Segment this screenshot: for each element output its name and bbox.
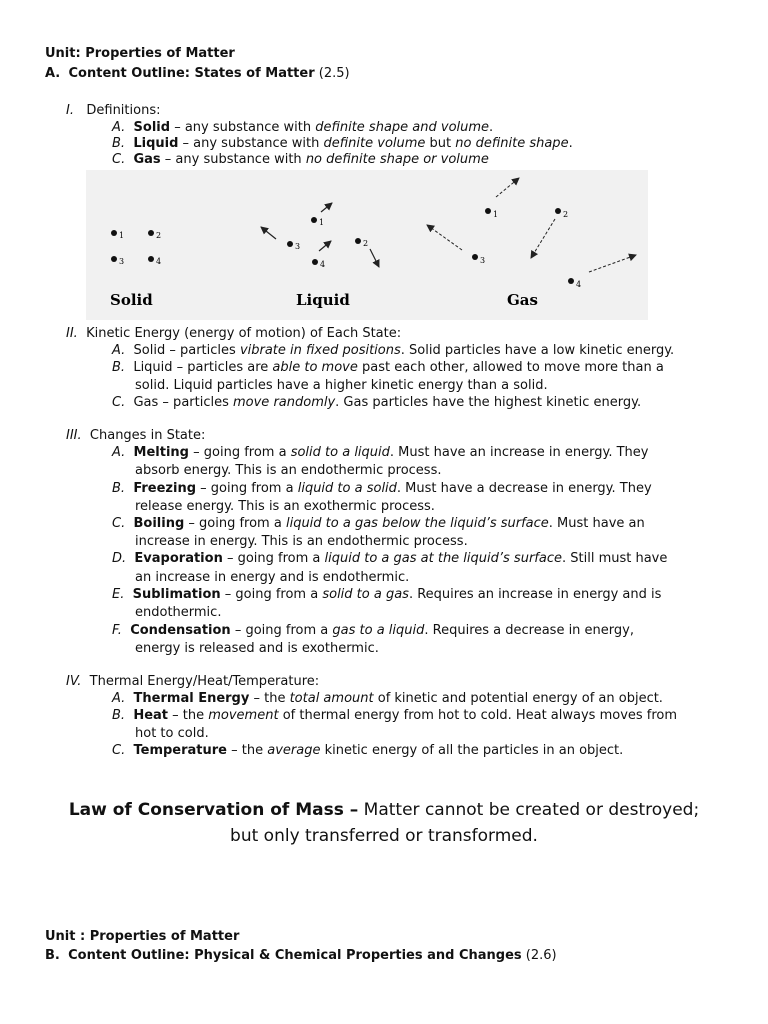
term: Melting <box>133 445 189 460</box>
text: – any substance with <box>170 120 316 135</box>
term: Sublimation <box>132 587 221 602</box>
particle-number: 3 <box>295 242 301 251</box>
section-title: Kinetic Energy (energy of motion) of Each State: <box>86 326 402 341</box>
text: of kinetic and potential energy of an object. <box>373 691 663 706</box>
outline-letter: A. <box>45 66 61 81</box>
gas-label: Gas <box>507 291 538 309</box>
term: Heat <box>133 708 169 723</box>
emphasis: definite volume <box>323 136 426 151</box>
emphasis: liquid to a gas at the liquid’s surface <box>324 551 562 566</box>
text: . Requires an increase in energy and is <box>408 587 662 602</box>
particle-number: 4 <box>156 257 162 266</box>
section-title: Thermal Energy/Heat/Temperature: <box>89 674 320 689</box>
term: Freezing <box>133 481 197 496</box>
change-evaporation-cont: an increase in energy and is endothermic. <box>135 570 410 585</box>
particle <box>148 256 154 262</box>
law-statement-line1 <box>0 798 768 822</box>
term: Thermal Energy <box>133 691 250 706</box>
particle <box>312 259 318 265</box>
particle <box>111 256 117 262</box>
particle-number: 4 <box>576 280 582 289</box>
particle <box>472 254 478 260</box>
law-statement-line2: but only transferred or transformed. <box>230 826 538 846</box>
text: but <box>425 136 456 151</box>
text: of thermal energy from hot to cold. Heat always moves from <box>278 708 678 723</box>
definition-solid <box>112 120 493 136</box>
text: . <box>489 120 494 135</box>
particle <box>355 238 361 244</box>
outline-heading-a <box>45 66 350 82</box>
section-title: Changes in State: <box>89 428 206 443</box>
unit-title: Unit: Properties of Matter <box>45 46 235 61</box>
solid-label: Solid <box>110 291 153 309</box>
section-numeral: II. <box>66 326 78 341</box>
text: – any substance with <box>160 152 306 167</box>
outline-label: Content Outline: States of Matter <box>68 66 315 81</box>
section-title: Definitions: <box>86 103 161 118</box>
change-sublimation-cont: endothermic. <box>135 605 222 620</box>
text: . Solid particles have a low kinetic energy. <box>400 343 675 358</box>
law-term: Law of Conservation of Mass – <box>68 800 359 820</box>
change-boiling-cont: increase in energy. This is an endothermic process. <box>135 534 468 549</box>
outline-letter: B. <box>45 948 60 963</box>
particle <box>555 208 561 214</box>
section-numeral: IV. <box>66 674 82 689</box>
heat-def-cont: hot to cold. <box>135 726 209 741</box>
change-freezing-cont: release energy. This is an exothermic process. <box>135 499 435 514</box>
text: – going from a <box>230 623 333 638</box>
term: Condensation <box>130 623 231 638</box>
text: past each other, allowed to move more than a <box>357 360 664 375</box>
text: – going from a <box>220 587 323 602</box>
term: Temperature <box>133 743 227 758</box>
text: – the <box>249 691 290 706</box>
text: – any substance with <box>178 136 324 151</box>
particle-number: 1 <box>319 218 325 227</box>
item-marker: A. <box>112 120 126 135</box>
particle <box>287 241 293 247</box>
kinetic-liquid <box>112 360 664 376</box>
emphasis: total amount <box>289 691 374 706</box>
section-changes-heading <box>66 428 205 444</box>
outline-label: Content Outline: Physical & Chemical Properties and Changes <box>68 948 522 963</box>
item-marker: C. <box>112 516 126 531</box>
item-marker: A. <box>112 691 126 706</box>
item-marker: A. <box>112 343 126 358</box>
change-condensation <box>112 623 634 639</box>
outline-code: (2.6) <box>525 948 557 963</box>
definition-liquid <box>112 136 573 152</box>
item-marker: D. <box>112 551 127 566</box>
term: Gas <box>133 152 161 167</box>
change-melting-cont: absorb energy. This is an endothermic process. <box>135 463 442 478</box>
term: Evaporation <box>134 551 223 566</box>
unit-title-2: Unit : Properties of Matter <box>45 929 240 944</box>
text: Solid – particles <box>133 343 240 358</box>
change-condensation-cont: energy is released and is exothermic. <box>135 641 379 656</box>
item-marker: B. <box>112 360 126 375</box>
text: . Still must have <box>561 551 668 566</box>
item-marker: C. <box>112 152 126 167</box>
particle-number: 2 <box>363 239 369 248</box>
section-numeral: I. <box>66 103 74 118</box>
section-definitions-heading <box>66 103 160 119</box>
particle <box>568 278 574 284</box>
text: Liquid – particles are <box>133 360 273 375</box>
kinetic-solid <box>112 343 674 359</box>
change-sublimation <box>112 587 661 603</box>
definition-gas <box>112 152 489 168</box>
item-marker: E. <box>112 587 125 602</box>
change-melting <box>112 445 648 461</box>
text: . Must have a decrease in energy. They <box>396 481 652 496</box>
item-marker: C. <box>112 743 126 758</box>
particle-number: 1 <box>119 231 125 240</box>
text: . Gas particles have the highest kinetic energy. <box>335 395 642 410</box>
emphasis: definite shape and volume <box>315 120 490 135</box>
thermal-energy-def <box>112 691 663 707</box>
law-text: Matter cannot be created or destroyed; <box>358 800 700 820</box>
particle-number: 4 <box>320 260 326 269</box>
text: . Requires a decrease in energy, <box>424 623 634 638</box>
emphasis: able to move <box>272 360 358 375</box>
item-marker: B. <box>112 708 126 723</box>
item-marker: F. <box>112 623 122 638</box>
particle <box>311 217 317 223</box>
emphasis: solid to a liquid <box>290 445 390 460</box>
temperature-def <box>112 743 623 759</box>
text: – going from a <box>196 481 298 496</box>
text: – the <box>168 708 209 723</box>
emphasis: vibrate in fixed positions <box>239 343 401 358</box>
kinetic-gas <box>112 395 641 411</box>
emphasis: movement <box>208 708 279 723</box>
text: . <box>568 136 573 151</box>
heat-def <box>112 708 677 724</box>
particle-number: 3 <box>480 256 486 265</box>
outline-code: (2.5) <box>318 66 350 81</box>
particle <box>485 208 491 214</box>
particle <box>148 230 154 236</box>
emphasis: average <box>267 743 321 758</box>
item-marker: C. <box>112 395 126 410</box>
section-numeral: III. <box>66 428 82 443</box>
emphasis: liquid to a solid <box>297 481 397 496</box>
particle <box>111 230 117 236</box>
text: Gas – particles <box>133 395 233 410</box>
text: . Must have an increase in energy. They <box>389 445 649 460</box>
emphasis: gas to a liquid <box>332 623 425 638</box>
text: kinetic energy of all the particles in an object. <box>320 743 624 758</box>
change-evaporation <box>112 551 667 567</box>
term: Liquid <box>133 136 179 151</box>
particle-number: 2 <box>156 231 162 240</box>
particle-number: 1 <box>493 210 499 219</box>
term: Solid <box>133 120 171 135</box>
change-boiling <box>112 516 645 532</box>
kinetic-liquid-cont: solid. Liquid particles have a higher kinetic energy than a solid. <box>135 378 548 393</box>
term: Boiling <box>133 516 185 531</box>
item-marker: B. <box>112 481 126 496</box>
particle-number: 3 <box>119 257 125 266</box>
text: – going from a <box>222 551 325 566</box>
outline-heading-b <box>45 948 557 964</box>
text: – going from a <box>184 516 286 531</box>
change-freezing <box>112 481 652 497</box>
emphasis: move randomly <box>233 395 336 410</box>
emphasis: no definite shape <box>455 136 569 151</box>
particle-number: 2 <box>563 210 569 219</box>
emphasis: no definite shape or volume <box>305 152 489 167</box>
states-of-matter-diagram <box>86 170 648 320</box>
item-marker: A. <box>112 445 126 460</box>
text: – going from a <box>189 445 291 460</box>
item-marker: B. <box>112 136 126 151</box>
emphasis: solid to a gas <box>322 587 409 602</box>
liquid-label: Liquid <box>296 291 350 309</box>
section-thermal-heading <box>66 674 319 690</box>
text: – the <box>227 743 268 758</box>
text: . Must have an <box>548 516 645 531</box>
section-kinetic-heading <box>66 326 401 342</box>
emphasis: liquid to a gas below the liquid’s surface <box>285 516 549 531</box>
